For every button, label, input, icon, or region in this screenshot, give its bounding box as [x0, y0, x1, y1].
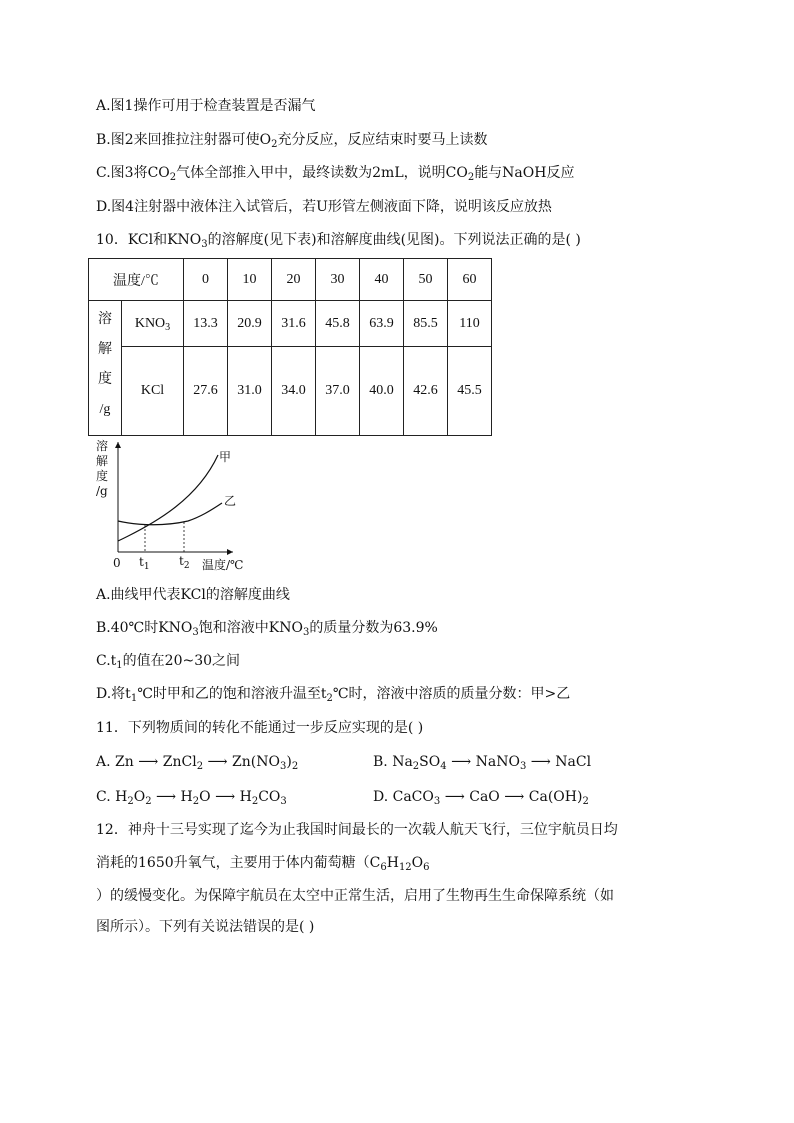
temp-cell: 40 — [360, 259, 404, 301]
temp-header: 温度/℃ — [89, 259, 184, 301]
option-b-prev: B.图2来回推拉注射器可使$O_2$充分反应，反应结束时要马上读数 — [96, 132, 488, 150]
svg-text:溶: 溶 — [96, 439, 109, 453]
table-cell: 85.5 — [404, 301, 448, 347]
q10-option-b: B.40℃时$KNO_3$饱和溶液中$KNO_3$的质量分数为63.9% — [96, 620, 438, 638]
t1-label: $t_1$ — [139, 555, 150, 572]
curve-jia-label: 甲 — [219, 450, 232, 464]
solubility-side-label: 溶 解 度 /g — [89, 301, 122, 436]
option-c-prev: C.图3将$CO_2$气体全部推入甲中，最终读数为2mL，说明$CO_2$能与NaOH反应 — [96, 165, 575, 183]
temp-cell: 0 — [184, 259, 228, 301]
solubility-table — [88, 258, 492, 436]
kcl-label: KCl — [122, 347, 184, 436]
table-cell: 13.3 — [184, 301, 228, 347]
q10-option-d: D.将$t_1℃$时甲和乙的饱和溶液升温至$t_2℃$时，溶液中溶质的质量分数：甲>乙 — [96, 686, 571, 704]
q12-line-4: 图所示）。下列有关说法错误的是( ) — [96, 919, 315, 935]
table-cell: 37.0 — [316, 347, 360, 436]
q10-option-a: A.曲线甲代表KCl的溶解度曲线 — [96, 587, 290, 603]
q10-stem: 10．KCl和$KNO_3$的溶解度(见下表)和溶解度曲线(见图)。下列说法正确的是( ) — [96, 232, 581, 250]
curve-yi-label: 乙 — [224, 494, 237, 508]
option-a-prev: A.图1操作可用于检查装置是否漏气 — [96, 98, 316, 114]
table-cell: 110 — [448, 301, 492, 347]
q11-stem: 11．下列物质间的转化不能通过一步反应实现的是( ) — [96, 720, 424, 736]
table-cell: 31.6 — [272, 301, 316, 347]
q10-option-c: $C.t_1$的值在20~30之间 — [96, 653, 241, 671]
q11-option-b: B. $Na_2SO_4$ ⟶ NaNO$_3$ ⟶ NaCl — [373, 754, 592, 772]
x-axis-label: 温度/℃ — [202, 558, 244, 572]
temp-cell: 50 — [404, 259, 448, 301]
table-header-row — [89, 259, 492, 301]
temp-cell: 30 — [316, 259, 360, 301]
q12-line-1: 12．神舟十三号实现了迄今为止我国时间最长的一次载人航天飞行，三位宇航员日均 — [96, 822, 618, 838]
kno3-label: $KNO_3$ — [122, 301, 184, 347]
t2-label: $t_2$ — [179, 554, 190, 571]
svg-text:解: 解 — [96, 454, 109, 468]
option-d-prev: D.图4注射器中液体注入试管后，若U形管左侧液面下降，说明该反应放热 — [96, 199, 552, 215]
table-row-kcl — [89, 347, 492, 436]
y-axis-label — [96, 438, 108, 498]
table-cell: 31.0 — [228, 347, 272, 436]
table-cell: 45.8 — [316, 301, 360, 347]
table-cell: 42.6 — [404, 347, 448, 436]
table-cell: 20.9 — [228, 301, 272, 347]
table-cell: 45.5 — [448, 347, 492, 436]
table-cell: 63.9 — [360, 301, 404, 347]
table-cell: 27.6 — [184, 347, 228, 436]
q12-line-2: 消耗的1650升氧气，主要用于体内葡萄糖（$C_6H_{12}O_6$ — [96, 855, 430, 873]
origin-label: 0 — [113, 556, 121, 570]
curve-jia — [118, 455, 218, 541]
q11-option-d: D. CaCO$_3$ ⟶ CaO ⟶ $Ca(OH)_2$ — [373, 789, 589, 807]
temp-cell: 20 — [272, 259, 316, 301]
table-cell: 40.0 — [360, 347, 404, 436]
q11-option-a: A. Zn ⟶ ZnCl$_2$ ⟶ $Zn(NO_3)_2$ — [96, 754, 299, 772]
temp-cell: 10 — [228, 259, 272, 301]
svg-text:/g: /g — [96, 484, 108, 498]
svg-text:度: 度 — [96, 469, 109, 483]
table-cell: 34.0 — [272, 347, 316, 436]
solubility-graph — [88, 438, 258, 578]
q11-option-c: C. $H_2O_2$ ⟶ $H_2O$ ⟶ $H_2CO_3$ — [96, 789, 287, 807]
temp-cell: 60 — [448, 259, 492, 301]
table-row-kno3 — [89, 301, 492, 347]
q12-line-3: ）的缓慢变化。为保障宇航员在太空中正常生活，启用了生物再生生命保障系统（如 — [96, 888, 614, 904]
curve-yi — [118, 503, 222, 525]
